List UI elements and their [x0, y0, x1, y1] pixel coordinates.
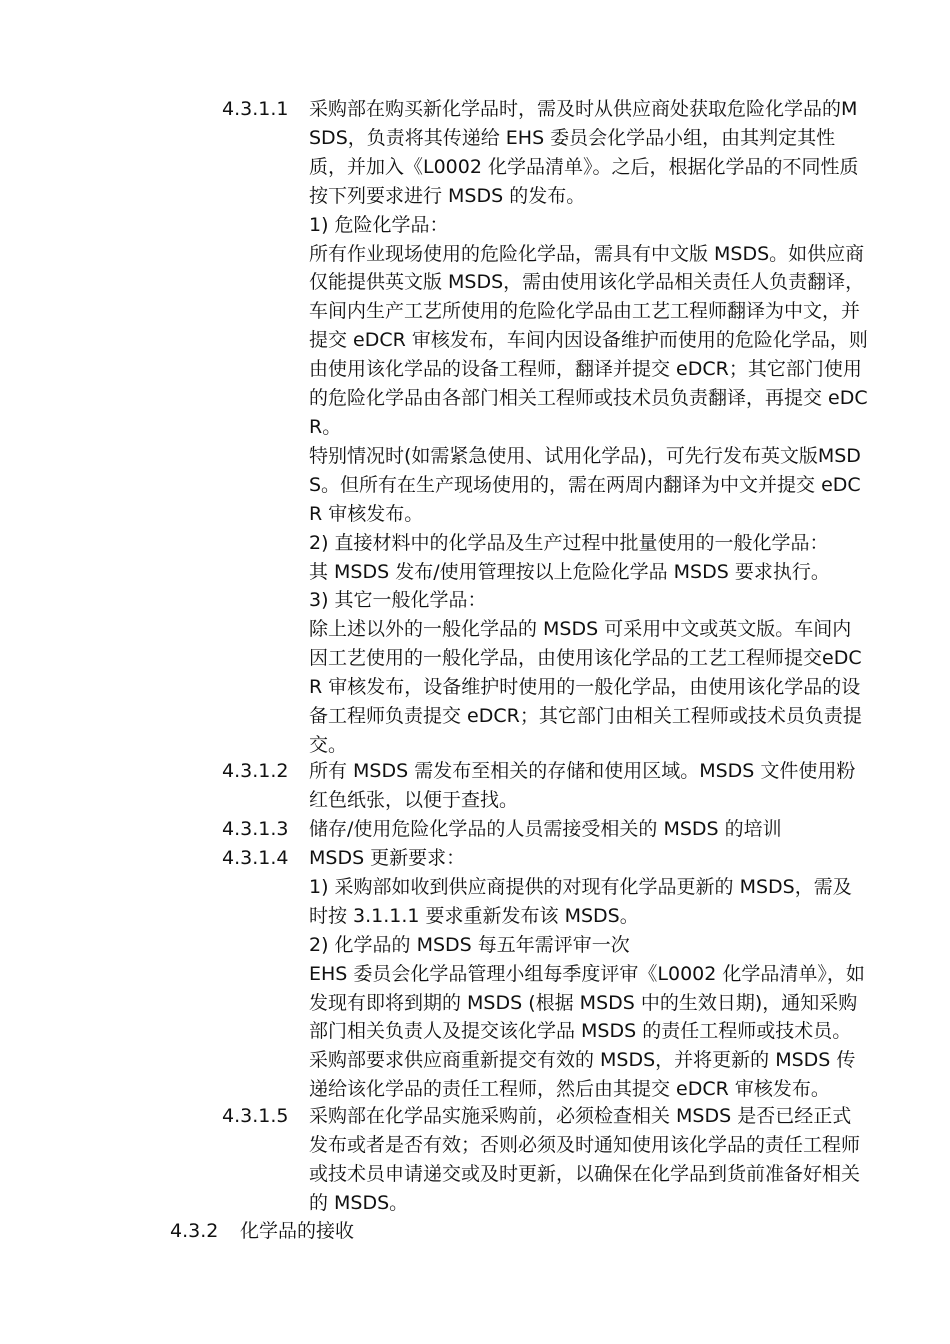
- clause-body: [309, 757, 869, 815]
- clause-paragraph: 采购部在购买新化学品时，需及时从供应商处获取危险化学品的MSDS，负责将其传递给 EHS 委员会化学品小组，由其判定其性质，并加入《L0002 化学品清单》。之后，根据化学品的不同性质按下列要求进行 MSDS 的发布。: [309, 98, 859, 207]
- clause-paragraph: 1) 采购部如收到供应商提供的对现有化学品更新的 MSDS，需及时按 3.1.1.1 要求重新发布该 MSDS。: [309, 875, 852, 927]
- clause-paragraph: 其 MSDS 发布/使用管理按以上危险化学品 MSDS 要求执行。: [309, 560, 830, 583]
- clause-paragraph: EHS 委员会化学品管理小组每季度评审《L0002 化学品清单》，如发现有即将到期的 MSDS (根据 MSDS 中的生效日期)，通知采购部门相关负责人及提交该化学品 MSDS 的责任工程师或技术员。: [309, 962, 865, 1043]
- clause-paragraph: 储存/使用危险化学品的人员需接受相关的 MSDS 的培训: [309, 818, 782, 840]
- clause-paragraph: 1) 危险化学品：: [309, 213, 449, 236]
- section-number: 4.3.2: [170, 1220, 219, 1242]
- clause-body: [309, 844, 869, 1104]
- clause-body: [309, 815, 869, 844]
- clause-number: 4.3.1.2: [222, 760, 289, 782]
- clause-number: 4.3.1.1: [222, 98, 289, 120]
- clause-paragraph: 所有 MSDS 需发布至相关的存储和使用区域。MSDS 文件使用粉红色纸张，以便于查找。: [309, 760, 856, 811]
- clause-number: 4.3.1.3: [222, 818, 289, 840]
- clause-body: [309, 95, 869, 760]
- clause-paragraph: 3) 其它一般化学品：: [309, 589, 487, 612]
- clause-paragraph: 所有作业现场使用的危险化学品，需具有中文版 MSDS。如供应商仅能提供英文版 MSDS，需由使用该化学品相关责任人负责翻译，车间内生产工艺所使用的危险化学品由工艺工程师翻译为中文，并提交 eDCR 审核发布，车间内因设备维护而使用的危险化学品，则由使用该化学品的设备工程师，翻译并提交 eDCR；其它部门使用的危险化学品由各部门相关工程师或技术员负责翻译，再提交 eDCR。: [309, 242, 868, 438]
- clause-body: [309, 1102, 869, 1218]
- clause-paragraph: 采购部在化学品实施采购前，必须检查相关 MSDS 是否已经正式发布或者是否有效；否则必须及时通知使用该化学品的责任工程师或技术员申请递交或及时更新，以确保在化学品到货前准备好相关的 MSDS。: [309, 1105, 861, 1214]
- clause-paragraph: MSDS 更新要求：: [309, 847, 466, 869]
- clause-number: 4.3.1.4: [222, 847, 289, 869]
- clause-paragraph: 2) 直接材料中的化学品及生产过程中批量使用的一般化学品：: [309, 531, 829, 554]
- section-title: 化学品的接收: [240, 1220, 355, 1242]
- clause-number: 4.3.1.5: [222, 1105, 289, 1127]
- clause-paragraph: 2) 化学品的 MSDS 每五年需评审一次: [309, 933, 630, 956]
- clause-paragraph: 采购部要求供应商重新提交有效的 MSDS，并将更新的 MSDS 传递给该化学品的责任工程师，然后由其提交 eDCR 审核发布。: [309, 1049, 856, 1101]
- clause-paragraph: 除上述以外的一般化学品的 MSDS 可采用中文或英文版。车间内因工艺使用的一般化学品，由使用该化学品的工艺工程师提交eDCR 审核发布，设备维护时使用的一般化学品，由使用该化学品的设备工程师负责提交 eDCR；其它部门由相关工程师或技术员负责提交。: [309, 618, 862, 756]
- clause-paragraph: 特别情况时(如需紧急使用、试用化学品)，可先行发布英文版MSDS。但所有在生产现场使用的，需在两周内翻译为中文并提交 eDCR 审核发布。: [309, 444, 861, 525]
